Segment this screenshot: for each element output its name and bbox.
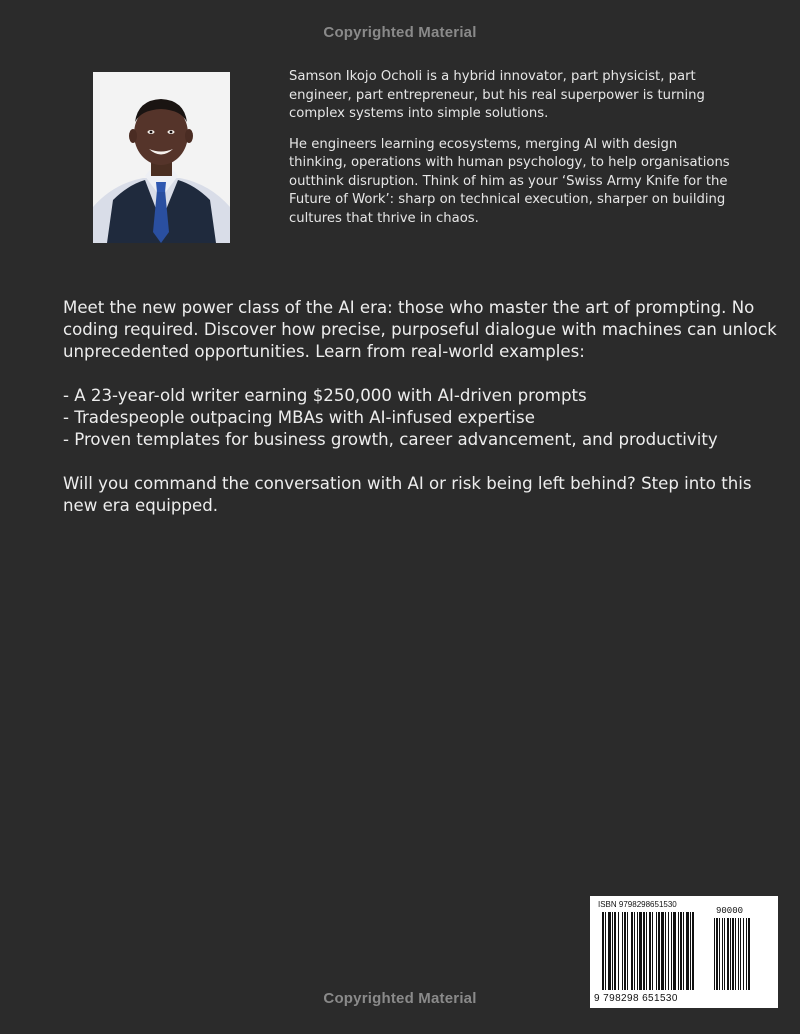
author-portrait-image xyxy=(93,72,230,243)
barcode-bar xyxy=(643,912,645,990)
copyright-watermark-top: Copyrighted Material xyxy=(323,24,477,41)
barcode-bar xyxy=(692,912,694,990)
barcode-bar xyxy=(618,912,619,990)
isbn-digits: 9 798298 651530 xyxy=(594,993,678,1004)
addon-bar xyxy=(727,918,729,990)
barcode-bar xyxy=(614,912,616,990)
barcode-bar xyxy=(612,912,613,990)
isbn-label: ISBN 9798298651530 xyxy=(598,900,677,909)
barcode-bar xyxy=(678,912,679,990)
barcode-bar xyxy=(665,912,666,990)
blurb-bullet: - Proven templates for business growth, career advancement, and productivity xyxy=(63,430,718,449)
addon-bar xyxy=(714,918,715,990)
price-code: 90000 xyxy=(716,906,744,916)
bio-paragraph-2: He engineers learning ecosystems, merging AI with design thinking, operations with human psychology, to help organisations outthink disruption. Think of him as your ‘Swiss Army Knife for the Future of Work’: sharp on technical execution, sharper on building cultures that thrive in chaos. xyxy=(289,136,730,226)
addon-bar xyxy=(732,918,734,990)
barcode-bar xyxy=(627,912,628,990)
author-bio xyxy=(289,68,739,240)
barcode-bar xyxy=(631,912,633,990)
addon-bar xyxy=(724,918,725,990)
addon-bar xyxy=(743,918,744,990)
addon-bar xyxy=(746,918,747,990)
author-photo xyxy=(93,72,230,243)
barcode-bar xyxy=(605,912,606,990)
addon-bar xyxy=(716,918,718,990)
barcode-bar xyxy=(661,912,664,990)
barcode-bar xyxy=(652,912,653,990)
addon-bar xyxy=(740,918,741,990)
addon-bar xyxy=(735,918,736,990)
addon-bar xyxy=(722,918,723,990)
blurb-bullet: - A 23-year-old writer earning $250,000 with AI-driven prompts xyxy=(63,386,587,405)
barcode-bar xyxy=(683,912,684,990)
barcode-bar xyxy=(602,912,604,990)
blurb-closing: Will you command the conversation with AI or risk being left behind? Step into this new era equipped. xyxy=(63,474,752,515)
barcode-bar xyxy=(658,912,660,990)
barcode-bar xyxy=(646,912,647,990)
barcode-bar xyxy=(656,912,657,990)
addon-bar xyxy=(719,918,720,990)
blurb-bullet-list xyxy=(63,385,783,451)
addon-bar xyxy=(738,918,739,990)
barcode-bar xyxy=(686,912,689,990)
barcode-bar xyxy=(637,912,638,990)
barcode-bar xyxy=(649,912,651,990)
barcode-bar xyxy=(671,912,672,990)
barcode-bar xyxy=(624,912,626,990)
barcode-bar xyxy=(639,912,642,990)
barcode-bar xyxy=(673,912,676,990)
barcode-bar xyxy=(668,912,669,990)
barcode-bar xyxy=(608,912,611,990)
copyright-watermark-bottom: Copyrighted Material xyxy=(323,990,477,1007)
book-blurb xyxy=(63,297,783,517)
blurb-bullet: - Tradespeople outpacing MBAs with AI-infused expertise xyxy=(63,408,535,427)
barcode-bar xyxy=(622,912,623,990)
addon-bar xyxy=(748,918,750,990)
bio-paragraph-1: Samson Ikojo Ocholi is a hybrid innovator, part physicist, part engineer, part entrepreneur, but his real superpower is turning complex systems into simple solutions. xyxy=(289,69,705,121)
blurb-intro: Meet the new power class of the AI era: those who master the art of prompting. No coding required. Discover how precise, purposeful dialogue with machines can unlock unprecedented opportunities. Learn from real-world examples: xyxy=(63,298,777,361)
barcode-bar xyxy=(634,912,635,990)
addon-bar xyxy=(730,918,731,990)
barcode-bar xyxy=(690,912,691,990)
barcode-bar xyxy=(680,912,682,990)
